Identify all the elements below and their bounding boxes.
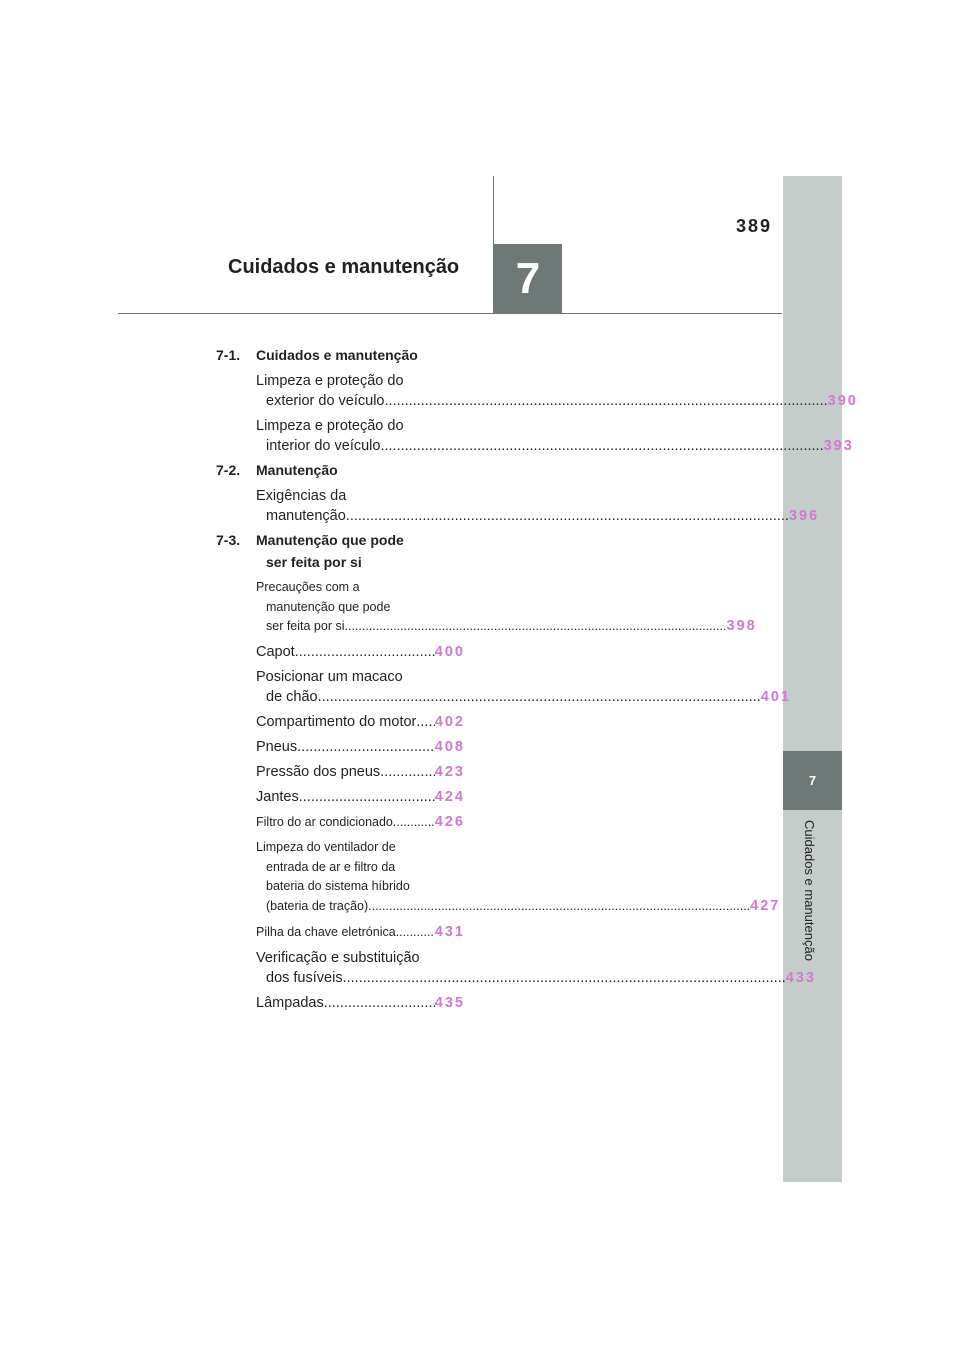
page-number: 389 bbox=[735, 216, 772, 236]
entry-line: manutenção que pode bbox=[266, 599, 391, 614]
entry-line: Exigências da bbox=[256, 488, 347, 504]
chapter-number-box: 7 bbox=[494, 244, 562, 313]
entry-line: Verificação e substituição bbox=[256, 950, 420, 966]
entry-line: Limpeza e proteção do bbox=[256, 373, 404, 389]
page-link[interactable]: 431 bbox=[434, 924, 465, 940]
section-title: Cuidados e manutenção bbox=[256, 347, 418, 363]
page-link[interactable]: 427 bbox=[750, 897, 781, 914]
page-link[interactable]: 408 bbox=[434, 739, 465, 755]
entry-title: interior do veículo bbox=[266, 438, 381, 454]
entry-title: Filtro do ar condicionado bbox=[256, 815, 393, 829]
page-link[interactable]: 426 bbox=[434, 814, 465, 830]
section-title: Manutenção bbox=[256, 462, 338, 478]
section-title-continued: ser feita por si bbox=[266, 554, 362, 570]
page-link[interactable]: 423 bbox=[434, 764, 465, 780]
entry-title: Compartimento do motor bbox=[256, 714, 417, 730]
entry-title: exterior do veículo bbox=[266, 393, 385, 409]
toc-entry[interactable] bbox=[256, 787, 465, 807]
entry-title: (bateria de tração) bbox=[266, 898, 369, 913]
side-tab bbox=[783, 176, 842, 1182]
page-link[interactable]: 396 bbox=[788, 508, 820, 524]
toc-entry[interactable] bbox=[256, 712, 465, 732]
entry-line: bateria do sistema híbrido bbox=[266, 879, 410, 893]
side-tab-label: Cuidados e manutenção bbox=[802, 820, 817, 961]
page-link[interactable]: 390 bbox=[827, 393, 858, 409]
entry-title: Pilha da chave eletrónica bbox=[256, 925, 396, 939]
entry-title: Jantes bbox=[256, 789, 299, 805]
toc-entry[interactable] bbox=[256, 813, 465, 833]
page-link[interactable]: 400 bbox=[434, 644, 465, 660]
page-link[interactable]: 393 bbox=[823, 438, 854, 454]
section-heading bbox=[216, 462, 338, 478]
section-number: 7-2. bbox=[216, 462, 241, 478]
entry-title: manutenção bbox=[266, 508, 346, 524]
toc-entry[interactable] bbox=[256, 416, 854, 456]
section-heading bbox=[216, 347, 418, 363]
toc-entry[interactable] bbox=[256, 993, 465, 1013]
toc-entry[interactable] bbox=[256, 578, 757, 637]
page-link[interactable]: 401 bbox=[760, 689, 791, 705]
section-heading bbox=[216, 532, 404, 570]
entry-title: Capot bbox=[256, 644, 295, 660]
entry-title: dos fusíveis bbox=[266, 970, 343, 986]
section-number: 7-3. bbox=[216, 532, 241, 548]
entry-line: Posicionar um macaco bbox=[256, 669, 403, 685]
toc-entry[interactable] bbox=[256, 642, 465, 662]
page-link[interactable]: 398 bbox=[726, 618, 757, 634]
side-tab-number: 7 bbox=[783, 751, 842, 810]
toc-entry[interactable] bbox=[256, 923, 465, 943]
entry-title: Pressão dos pneus bbox=[256, 764, 381, 780]
chapter-title: Cuidados e manutenção bbox=[228, 256, 460, 278]
toc-entry[interactable] bbox=[256, 838, 781, 916]
toc-entry[interactable] bbox=[256, 486, 820, 526]
section-number: 7-1. bbox=[216, 347, 241, 363]
toc-entry[interactable] bbox=[256, 737, 465, 757]
section-title: Manutenção que pode bbox=[256, 532, 404, 548]
entry-line: Precauções com a bbox=[256, 580, 360, 594]
page-link[interactable]: 435 bbox=[434, 995, 465, 1011]
toc-entry[interactable] bbox=[256, 667, 791, 707]
entry-title: ser feita por si bbox=[266, 619, 345, 633]
divider-horizontal bbox=[118, 313, 782, 314]
entry-title: Pneus bbox=[256, 739, 298, 755]
toc-entry[interactable] bbox=[256, 371, 858, 411]
entry-line: entrada de ar e filtro da bbox=[266, 859, 396, 874]
page-link[interactable]: 402 bbox=[434, 714, 465, 730]
entry-line: Limpeza do ventilador de bbox=[256, 840, 396, 854]
page-link[interactable]: 433 bbox=[785, 970, 816, 986]
entry-title: de chão bbox=[266, 689, 318, 705]
toc-entry[interactable] bbox=[256, 762, 465, 782]
page-link[interactable]: 424 bbox=[434, 789, 465, 805]
entry-title: Lâmpadas bbox=[256, 995, 324, 1011]
entry-line: Limpeza e proteção do bbox=[256, 418, 404, 434]
toc-entry[interactable] bbox=[256, 948, 816, 988]
